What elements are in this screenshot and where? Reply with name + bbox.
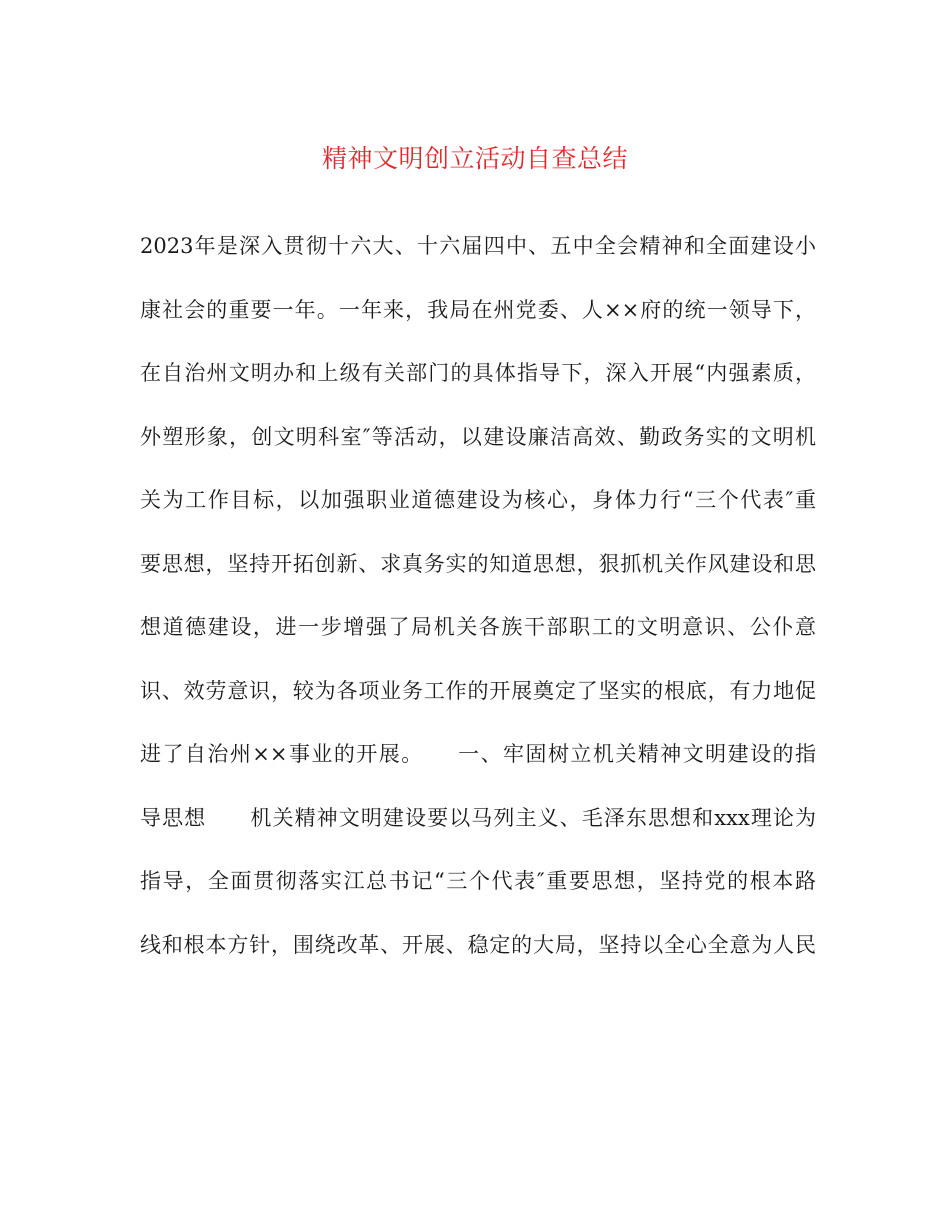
body-line-9: 进了自治州××事业的开展。 一、牢固树立机关精神文明建设的指: [140, 742, 816, 766]
body-line-2: 康社会的重要一年。一年来，我局在州党委、人××府的统一领导下，: [140, 297, 816, 322]
body-line-10: 导思想 机关精神文明建设要以马列主义、毛泽东思想和xxx理论为: [140, 805, 816, 830]
body-line-7: 想道德建设，进一步增强了局机关各族干部职工的文明意识、公仆意: [140, 615, 816, 639]
body-line-5: 关为工作目标，以加强职业道德建设为核心，身体力行“三个代表″重: [140, 488, 816, 512]
body-line-6: 要思想，坚持开拓创新、求真务实的知道思想，狠抓机关作风建设和思: [140, 551, 816, 576]
body-line-1: 2023年是深入贯彻十六大、十六届四中、五中全会精神和全面建设小: [140, 234, 816, 258]
body-line-8: 识、效劳意识，较为各项业务工作的开展奠定了坚实的根底，有力地促: [140, 678, 816, 703]
body-line-11: 指导，全面贯彻落实江总书记“三个代表″重要思想，坚持党的根本路: [140, 869, 816, 893]
body-line-12: 线和根本方针，围绕改革、开展、稳定的大局，坚持以全心全意为人民: [140, 932, 816, 957]
body-line-3: 在自治州文明办和上级有关部门的具体指导下，深入开展“内强素质，: [140, 361, 816, 385]
document-body: [140, 226, 816, 988]
document-title: 精神文明创立活动自查总结: [321, 144, 628, 173]
body-line-4: 外塑形象，创文明科室″等活动，以建设廉洁高效、勤政务实的文明机: [140, 424, 816, 449]
